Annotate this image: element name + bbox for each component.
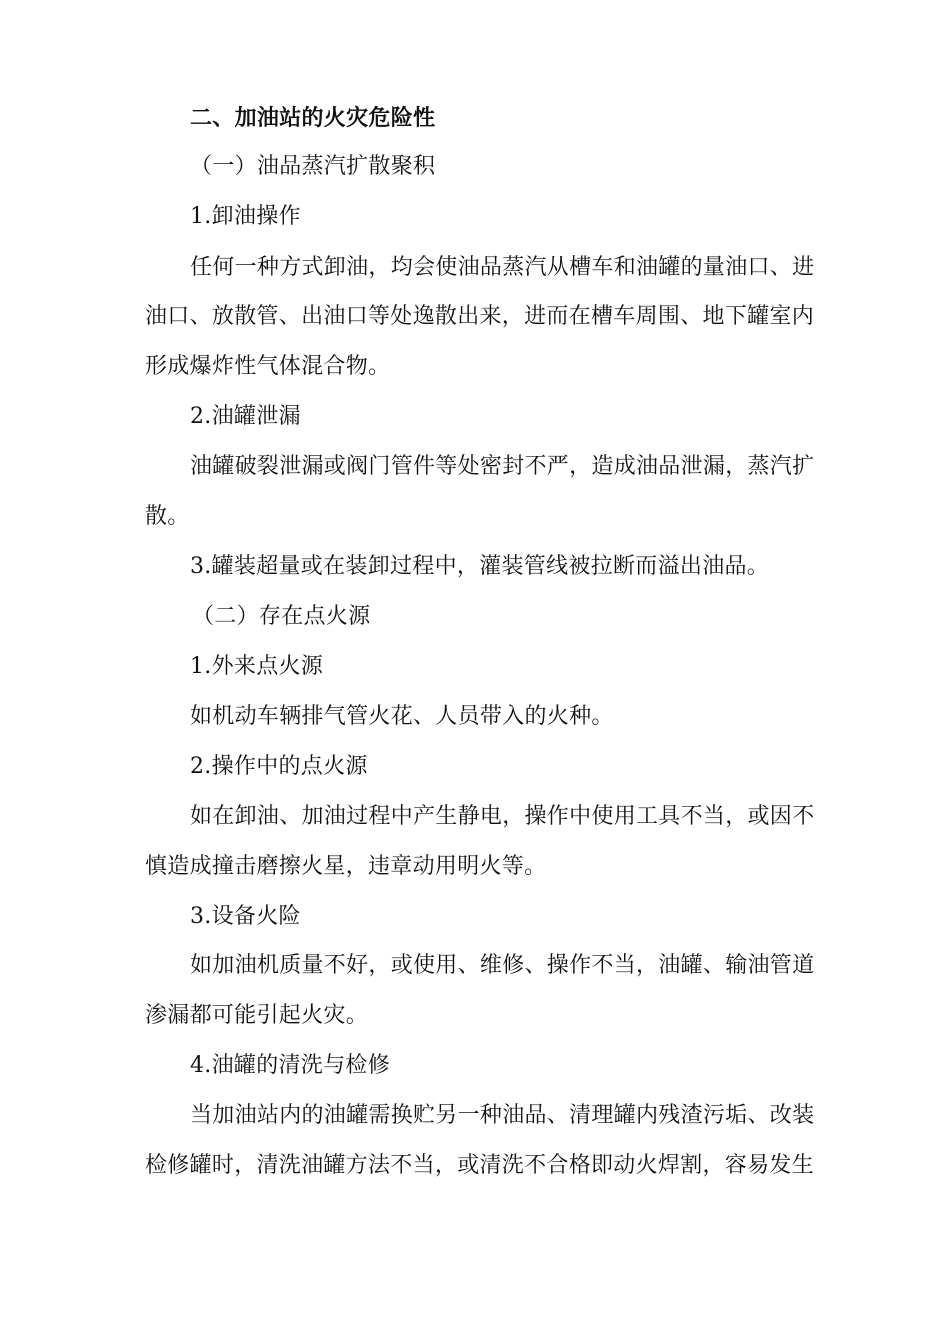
paragraph-line: 如在卸油、加油过程中产生静电，操作中使用工具不当，或因不 <box>190 804 815 829</box>
item-heading: 1.卸油操作 <box>190 204 301 229</box>
subsection-heading: （二）存在点火源 <box>192 604 371 629</box>
paragraph-line: 慎造成撞击磨擦火星，违章动用明火等。 <box>145 854 547 879</box>
paragraph-line: 任何一种方式卸油，均会使油品蒸汽从槽车和油罐的量油口、进 <box>190 255 815 280</box>
subsection-heading: （一）油品蒸汽扩散聚积 <box>190 154 436 179</box>
item-heading: 1.外来点火源 <box>190 654 324 679</box>
item-heading: 2.操作中的点火源 <box>190 754 368 779</box>
item-heading: 2.油罐泄漏 <box>190 404 301 429</box>
item-heading: 4.油罐的清洗与检修 <box>190 1053 390 1078</box>
paragraph-line: 散。 <box>145 504 190 529</box>
paragraph-line: 渗漏都可能引起火灾。 <box>145 1003 369 1028</box>
paragraph-line: 当加油站内的油罐需换贮另一种油品、清理罐内残渣污垢、改装 <box>190 1103 815 1128</box>
paragraph-line: 检修罐时，清洗油罐方法不当，或清洗不合格即动火焊割，容易发生 <box>145 1153 815 1178</box>
paragraph-line: 油罐破裂泄漏或阀门管件等处密封不严，造成油品泄漏，蒸汽扩 <box>190 454 815 479</box>
paragraph-line: 油口、放散管、出油口等处逸散出来，进而在槽车周围、地下罐室内 <box>145 304 815 329</box>
paragraph-line: 如机动车辆排气管火花、人员带入的火种。 <box>190 704 614 729</box>
paragraph-line: 如加油机质量不好，或使用、维修、操作不当，油罐、输油管道 <box>190 953 815 978</box>
section-heading: 二、加油站的火灾危险性 <box>190 105 436 131</box>
item-heading: 3.设备火险 <box>190 904 301 929</box>
paragraph-line: 形成爆炸性气体混合物。 <box>145 354 391 379</box>
item-heading: 3.罐装超量或在装卸过程中，灌装管线被拉断而溢出油品。 <box>190 554 770 579</box>
